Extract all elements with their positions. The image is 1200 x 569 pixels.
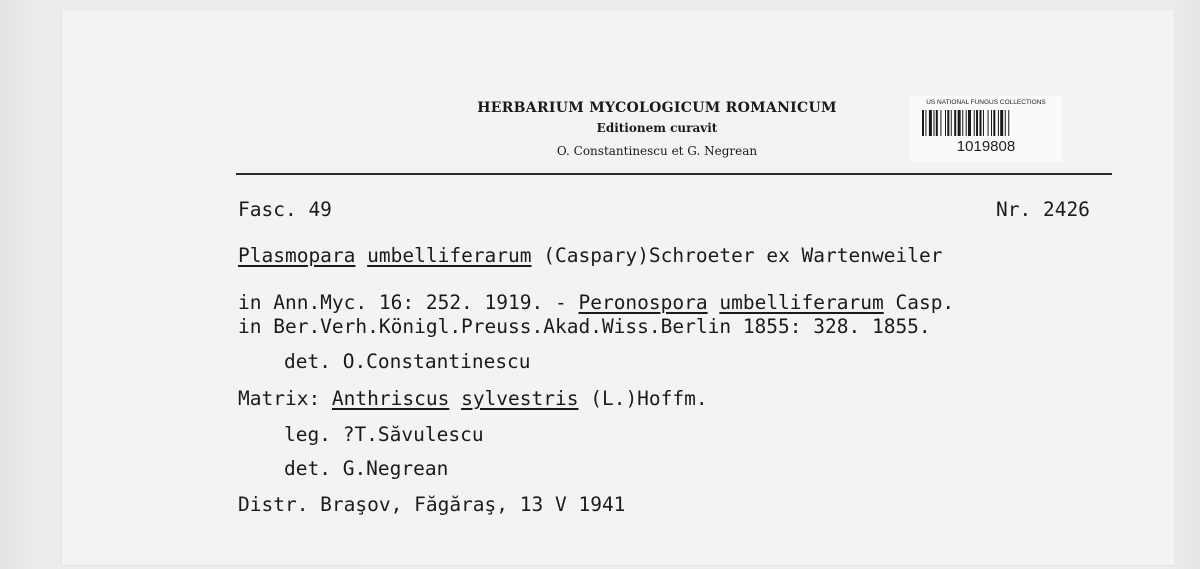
barcode-number: 1019808 — [956, 138, 1016, 155]
fascicle-number: Fasc. 49 — [238, 198, 332, 221]
editionem-line: Editionem curavit — [596, 121, 718, 135]
editors-line: O. Constantinescu et G. Negrean — [556, 144, 758, 158]
publication-line-2: in Ber.Verh.Königl.Preuss.Akad.Wiss.Berlin 1855: 328. 1855. — [238, 315, 931, 338]
herbarium-title: HERBARIUM MYCOLOGICUM ROMANICUM — [477, 100, 837, 116]
host-species: sylvestris — [461, 387, 579, 410]
herbarium-label — [62, 10, 1174, 565]
taxon-line — [238, 244, 942, 268]
synonym-genus: Peronospora — [578, 291, 708, 314]
collection-name: US NATIONAL FUNGUS COLLECTIONS — [926, 99, 1046, 106]
publication-prefix: in Ann.Myc. 16: 252. 1919. - — [238, 291, 579, 314]
label-header — [400, 98, 914, 164]
taxon-genus: Plasmopara — [238, 244, 356, 267]
distribution-line: Distr. Braşov, Făgăraş, 13 V 1941 — [238, 493, 626, 516]
header-divider — [236, 173, 1112, 175]
matrix-prefix: Matrix: — [238, 387, 332, 410]
synonym-authority: Casp. — [883, 291, 955, 314]
matrix-line — [238, 387, 708, 411]
determiner-2: det. G.Negrean — [284, 457, 449, 480]
barcode-icon — [922, 110, 1050, 136]
taxon-authority: (Caspary)Schroeter ex Wartenweiler — [531, 244, 943, 267]
host-authority: (L.)Hoffm. — [578, 387, 708, 410]
synonym-species: umbelliferarum — [719, 291, 884, 314]
collector-line: leg. ?T.Săvulescu — [284, 423, 484, 446]
host-genus: Anthriscus — [331, 387, 450, 410]
determiner-1: det. O.Constantinescu — [284, 350, 531, 373]
taxon-species: umbelliferarum — [367, 244, 532, 267]
barcode-sticker — [910, 96, 1062, 162]
exsiccata-number: Nr. 2426 — [996, 198, 1090, 221]
publication-line — [238, 291, 954, 315]
